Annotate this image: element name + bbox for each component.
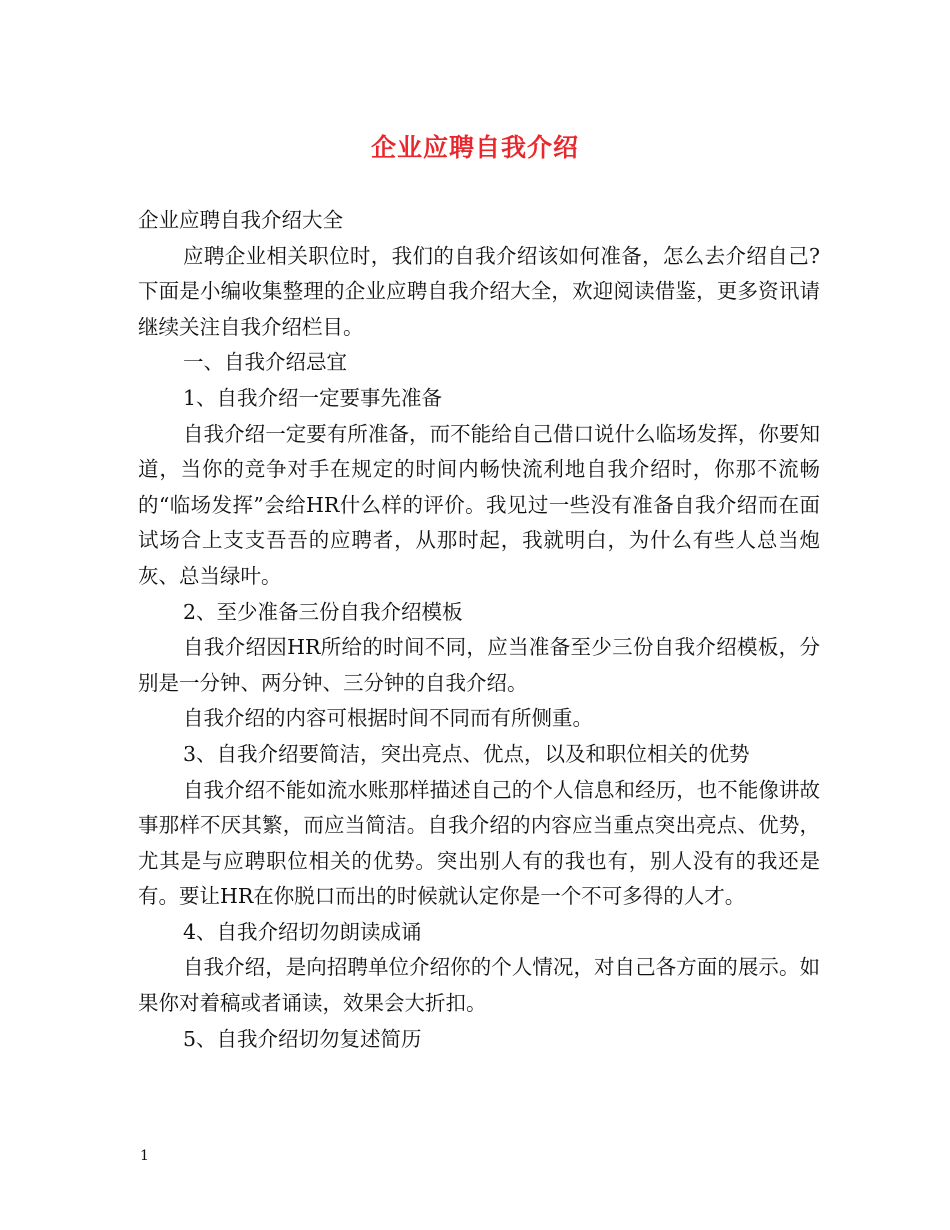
subsection-heading: 3、自我介绍要简洁，突出亮点、优点，以及和职位相关的优势: [183, 741, 750, 766]
paragraph: 自我介绍，是向招聘单位介绍你的个人情况，对自己各方面的展示。如果你对着稿或者诵读，效果会大折扣。: [138, 955, 820, 1016]
subsection-heading: 1、自我介绍一定要事先准备: [183, 385, 443, 410]
paragraph: 自我介绍的内容可根据时间不同而有所侧重。: [183, 706, 593, 731]
subsection-heading: 5、自我介绍切勿复述简历: [183, 1026, 422, 1051]
page-number: 1: [140, 1148, 149, 1164]
subsection-heading: 2、至少准备三份自我介绍模板: [183, 599, 463, 624]
document-body: [138, 203, 820, 1057]
paragraph: 自我介绍因HR所给的时间不同，应当准备至少三份自我介绍模板，分别是一分钟、两分钟、三分钟的自我介绍。: [138, 635, 820, 695]
paragraph: 应聘企业相关职位时，我们的自我介绍该如何准备，怎么去介绍自己?下面是小编收集整理的企业应聘自我介绍大全，欢迎阅读借鉴，更多资讯请继续关注自我介绍栏目。: [138, 243, 820, 339]
paragraph: 自我介绍不能如流水账那样描述自己的个人信息和经历，也不能像讲故事那样不厌其繁，而应当简洁。自我介绍的内容应当重点突出亮点、优势，尤其是与应聘职位相关的优势。突出别人有的我也有，别人没有的我还是有。要让HR在你脱口而出的时候就认定你是一个不可多得的人才。: [138, 777, 820, 909]
paragraph: 自我介绍一定要有所准备，而不能给自己借口说什么临场发挥，你要知道，当你的竞争对手在规定的时间内畅快流利地自我介绍时，你那不流畅的“临场发挥”会给HR什么样的评价。我见过一些没有准备自我介绍而在面试场合上支支吾吾的应聘者，从那时起，我就明白，为什么有些人总当炮灰、总当绿叶。: [138, 421, 820, 588]
section-heading: 企业应聘自我介绍大全: [138, 208, 343, 232]
subsection-heading: 4、自我介绍切勿朗读成诵: [183, 919, 422, 944]
section-heading: 一、自我介绍忌宜: [183, 350, 347, 375]
page-title: 企业应聘自我介绍: [370, 133, 579, 162]
